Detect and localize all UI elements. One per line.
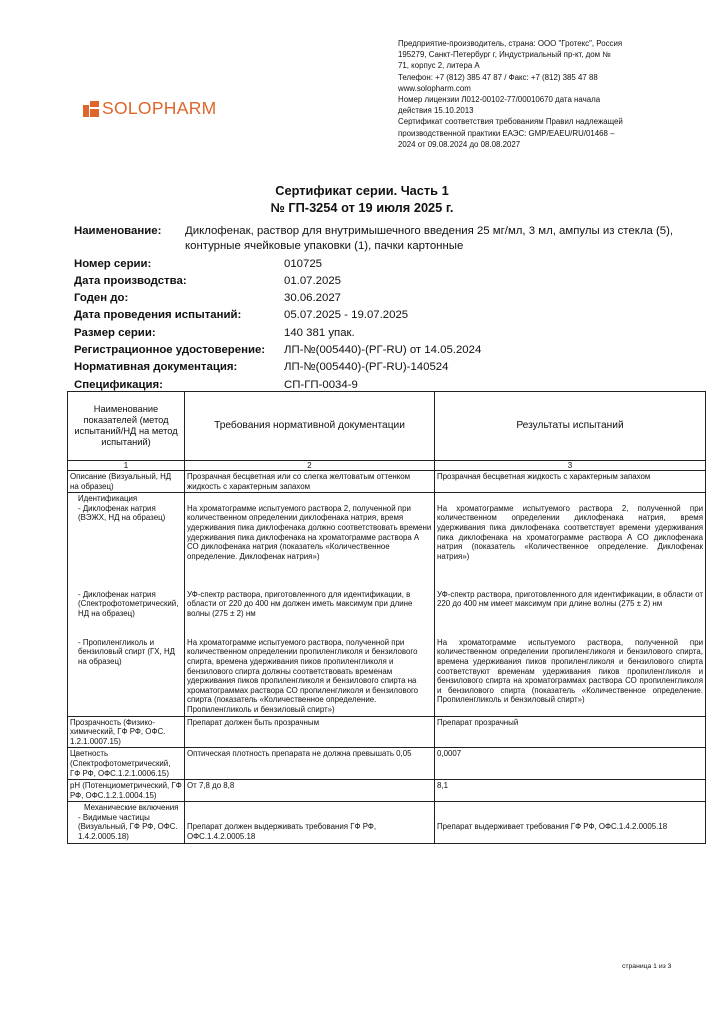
indicator-cell: pH (Потенциометрический, ГФ РФ, ОФС.1.2.1.0004.15) [68, 780, 185, 802]
indicator-cell: Прозрачность (Физико-химический, ГФ РФ, ОФС. 1.2.1.0007.15) [68, 716, 185, 748]
field-label: Годен до: [74, 292, 129, 305]
requirement-cell: Препарат должен быть прозрачным [185, 716, 435, 748]
header-results: Результаты испытаний [435, 392, 706, 461]
identification-results-cell [435, 493, 706, 716]
result-cell: На хроматограмме испытуемого раствора, полученной при количественном определении пропиленгликоля и бензилового спирта, времена удерживания пиков пропиленгликоля и бензилового спирта соответствуют временам удерживания пиков пропиленгликоля и бензилового спирта на хроматограммах раствора СО пропиленгликоля и бензилового спирта (показатель «Количественное определение. Пропиленгликоль и бензиловый спирт») [437, 637, 703, 705]
field-batch-size [74, 326, 674, 341]
field-value: 01.07.2025 [284, 274, 342, 287]
field-value: Диклофенак, раствор для внутримышечного введения 25 мг/мл, 3 мл, ампулы из стекла (5), контурные ячейковые упаковки (1), пачки картонные [185, 225, 674, 253]
identification-cell [68, 493, 185, 716]
table-header-row [68, 392, 706, 461]
requirement-cell: Оптическая плотность препарата не должна превышать 0,05 [185, 748, 435, 780]
company-info [398, 38, 660, 150]
identification-heading: Идентификация [78, 494, 138, 504]
requirement-cell: Прозрачная бесцветная или со слегка желтоватым оттенком жидкость с характерным запахом [185, 471, 435, 493]
indicator-cell: Описание (Визуальный, НД на образец) [68, 471, 185, 493]
field-label: Дата производства: [74, 274, 187, 287]
mechanical-cell [68, 802, 185, 843]
field-value: ЛП-№(005440)-(РГ-RU)-140524 [284, 361, 449, 374]
indicator-cell: - Диклофенак натрия (Спектрофотометрический, НД на образец) [78, 589, 179, 618]
field-value: 05.07.2025 - 19.07.2025 [284, 309, 409, 322]
company-line: Телефон: +7 (812) 385 47 87 / Факс: +7 (812) 385 47 88 [398, 72, 598, 82]
field-test-dates [74, 308, 674, 323]
table-row [68, 471, 706, 493]
indicator-cell: Цветность (Спектрофотометрический, ГФ РФ, ОФС.1.2.1.0006.15) [68, 748, 185, 780]
company-line: 71, корпус 2, литера А [398, 61, 480, 71]
certificate-title: Сертификат серии. Часть 1 [275, 183, 449, 198]
field-value: 30.06.2027 [284, 292, 342, 305]
field-batch-number [74, 257, 674, 272]
field-label: Спецификация: [74, 378, 163, 391]
field-label: Нормативная документация: [74, 361, 238, 374]
field-label: Наименование: [74, 225, 162, 237]
table-row [68, 716, 706, 748]
page-number: страница 1 из 3 [622, 963, 672, 970]
result-cell: На хроматограмме испытуемого раствора 2, полученной при количественном определении диклофенака натрия, время удерживания пика диклофенака соответствует времени удерживания пика диклофенака на хроматограмме раствора А СО диклофенака натрия (показатель «Количественное определение. Диклофенак натрия») [437, 503, 703, 561]
mechanical-requirements-cell [185, 802, 435, 843]
company-line: 2024 от 09.08.2024 до 08.08.2027 [398, 139, 521, 149]
requirement-cell: Препарат должен выдерживать требования ГФ РФ, ОФС.1.4.2.0005.18 [187, 822, 377, 842]
field-normative-doc [74, 360, 674, 375]
certificate-number: № ГП-3254 от 19 июля 2025 г. [270, 200, 454, 215]
table-number-row [68, 461, 706, 471]
field-label: Номер серии: [74, 257, 152, 270]
requirement-cell: От 7,8 до 8,8 [185, 780, 435, 802]
indicator-cell: - Диклофенак натрия (ВЭЖХ, НД на образец) [78, 503, 166, 523]
table-row [68, 748, 706, 780]
company-line: 195279, Санкт-Петербург г, Индустриальный пр-кт, дом № [398, 50, 611, 60]
logo-mark-icon [83, 101, 99, 117]
table-row [68, 780, 706, 802]
mechanical-heading: Механические включения [84, 803, 179, 813]
company-line: www.solopharm.com [398, 83, 471, 93]
column-number: 3 [435, 461, 706, 471]
solopharm-logo [83, 98, 217, 119]
company-line: Предприятие-производитель, страна: ООО "Гротекс", Россия [398, 39, 623, 48]
requirement-cell: На хроматограмме испытуемого раствора 2, полученной при количественном определении диклофенака натрия, время удерживания пика диклофенака должно соответствовать времени удерживания пика диклофенака на хроматограмме раствора А СО диклофенака натрия (показатель «Количественное определение. Диклофенак натрия») [187, 503, 432, 561]
field-value: 140 381 упак. [284, 326, 355, 339]
field-production-date [74, 274, 674, 289]
field-expiry [74, 291, 674, 306]
company-line: Сертификат соответствия требованиям Правил надлежащей [398, 117, 623, 127]
field-label: Регистрационное удостоверение: [74, 343, 266, 356]
table-row [68, 493, 706, 716]
company-line: действия 15.10.2013 [398, 106, 474, 116]
logo-text: SOLOPHARM [102, 98, 217, 118]
header-requirements: Требования нормативной документации [185, 392, 435, 461]
company-line: Номер лицензии Л012-00102-77/00010670 дата начала [398, 95, 601, 105]
column-number: 1 [68, 461, 185, 471]
column-number: 2 [185, 461, 435, 471]
identification-requirements-cell [185, 493, 435, 716]
results-table [67, 391, 706, 844]
result-cell: 8,1 [435, 780, 706, 802]
indicator-cell: - Видимые частицы (Визуальный, ГФ РФ, ОФС. 1.4.2.0005.18) [78, 812, 178, 842]
company-line: производственной практики ЕАЭС: GMP/EAEU/RU/01468 – [398, 128, 615, 138]
result-cell: 0,0007 [435, 748, 706, 780]
requirement-cell: На хроматограмме испытуемого раствора, полученной при количественном определении пропиленгликоля и бензилового спирта, времена удерживания пиков пропиленгликоля и бензилового спирта должны соответствовать временам удерживания пиков пропиленгликоля и бензилового спирта на хроматограммах раствора СО пропиленгликоля и бензилового спирта (показатель «Количественное определение. Пропиленгликоль и бензиловый спирт») [187, 637, 419, 714]
requirement-cell: УФ-спектр раствора, приготовленного для идентификации, в области от 220 до 400 нм должен иметь максимум при длине волны (275 ± 2) нм [187, 589, 413, 618]
field-registration [74, 343, 674, 358]
result-cell: Прозрачная бесцветная жидкость с характерным запахом [435, 471, 706, 493]
result-cell: Препарат прозрачный [435, 716, 706, 748]
table-row [68, 802, 706, 843]
result-cell: Препарат выдерживает требования ГФ РФ, ОФС.1.4.2.0005.18 [437, 822, 668, 832]
product-fields [74, 224, 674, 395]
field-name [74, 224, 674, 254]
field-label: Размер серии: [74, 326, 156, 339]
field-value: 010725 [284, 257, 323, 270]
field-value: ЛП-№(005440)-(РГ-RU) от 14.05.2024 [284, 343, 482, 356]
result-cell: УФ-спектр раствора, приготовленного для идентификации, в области от 220 до 400 нм имеет максимум при длине волны (275 ± 2) нм [437, 589, 703, 609]
indicator-cell: - Пропиленгликоль и бензиловый спирт (ГХ, НД на образец) [78, 637, 175, 666]
field-value: СП-ГП-0034-9 [284, 378, 358, 391]
header-indicator: Наименование показателей (метод испытаний/НД на метод испытаний) [68, 392, 185, 461]
field-label: Дата проведения испытаний: [74, 309, 242, 322]
mechanical-results-cell [435, 802, 706, 843]
